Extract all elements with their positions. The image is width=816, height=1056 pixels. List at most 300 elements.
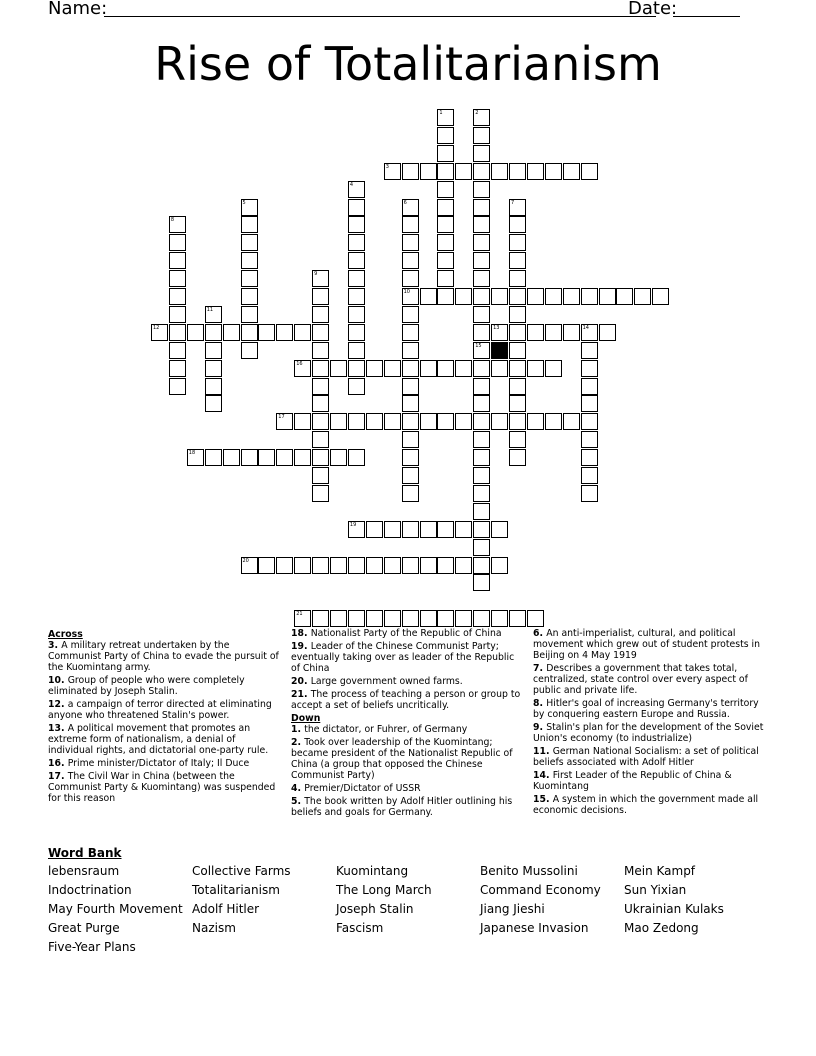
grid-cell[interactable]: [348, 610, 365, 627]
grid-cell[interactable]: [581, 360, 598, 377]
grid-cell[interactable]: [402, 360, 419, 377]
grid-cell[interactable]: [384, 557, 401, 574]
grid-cell[interactable]: [581, 342, 598, 359]
grid-cell[interactable]: [509, 378, 526, 395]
clue-number: 16: [296, 360, 303, 367]
grid-cell[interactable]: [581, 288, 598, 305]
down-clue: [533, 722, 771, 744]
grid-cell[interactable]: [169, 288, 186, 305]
grid-cell[interactable]: [473, 449, 490, 466]
grid-cell[interactable]: [437, 252, 454, 269]
grid-cell[interactable]: [473, 199, 490, 216]
word-bank-item: Kuomintang: [336, 864, 409, 878]
grid-cell[interactable]: [545, 288, 562, 305]
grid-cell[interactable]: [402, 413, 419, 430]
grid-cell[interactable]: [258, 449, 275, 466]
grid-cell[interactable]: [366, 557, 383, 574]
grid-cell[interactable]: [473, 252, 490, 269]
clue-number: 15.: [533, 794, 553, 805]
grid-cell[interactable]: [402, 342, 419, 359]
clues-column-1: [48, 628, 282, 806]
grid-cell[interactable]: [509, 163, 526, 180]
clue-number: 21: [296, 611, 303, 618]
grid-cell[interactable]: [330, 413, 347, 430]
grid-cell[interactable]: [491, 413, 508, 430]
grid-cell[interactable]: [330, 449, 347, 466]
grid-cell[interactable]: [312, 610, 329, 627]
grid-cell[interactable]: [420, 413, 437, 430]
word-bank-item: Mein Kampf: [624, 864, 696, 878]
grid-cell[interactable]: [473, 574, 490, 591]
grid-cell[interactable]: [455, 521, 472, 538]
grid-cell[interactable]: [402, 557, 419, 574]
clue-number: 16.: [48, 758, 68, 769]
across-clue: [291, 641, 523, 674]
grid-cell[interactable]: [384, 163, 401, 180]
grid-cell[interactable]: [348, 324, 365, 341]
grid-cell[interactable]: [330, 360, 347, 377]
grid-cell[interactable]: [169, 216, 186, 233]
grid-cell[interactable]: [402, 306, 419, 323]
grid-cell[interactable]: [473, 413, 490, 430]
grid-cell[interactable]: [294, 557, 311, 574]
grid-cell[interactable]: [437, 181, 454, 198]
grid-cell[interactable]: [455, 288, 472, 305]
clue-text: Group of people who were completely eliminated by Joseph Stalin.: [48, 675, 245, 697]
grid-cell[interactable]: [491, 360, 508, 377]
grid-cell[interactable]: [294, 413, 311, 430]
grid-cell[interactable]: [169, 270, 186, 287]
grid-cell[interactable]: [437, 557, 454, 574]
grid-cell[interactable]: [509, 449, 526, 466]
grid-cell[interactable]: [241, 270, 258, 287]
grid-cell[interactable]: [312, 360, 329, 377]
grid-cell[interactable]: [509, 252, 526, 269]
clue-text: the dictator, or Fuhrer, of Germany: [304, 724, 468, 735]
grid-cell[interactable]: [581, 378, 598, 395]
across-clue: [48, 675, 282, 697]
grid-cell[interactable]: [169, 360, 186, 377]
grid-cell[interactable]: [527, 163, 544, 180]
grid-cell[interactable]: [437, 288, 454, 305]
grid-cell[interactable]: [330, 610, 347, 627]
grid-cell[interactable]: [473, 145, 490, 162]
down-clue: [533, 770, 771, 792]
grid-cell[interactable]: [402, 216, 419, 233]
grid-cell[interactable]: [294, 360, 311, 377]
grid-cell[interactable]: [545, 163, 562, 180]
grid-cell[interactable]: [348, 199, 365, 216]
name-label: Name:: [48, 0, 108, 19]
grid-cell[interactable]: [169, 234, 186, 251]
word-bank-item: May Fourth Movement: [48, 902, 183, 916]
grid-cell[interactable]: [527, 610, 544, 627]
clue-number: 2.: [291, 737, 305, 748]
grid-cell[interactable]: [491, 521, 508, 538]
grid-cell[interactable]: [294, 324, 311, 341]
grid-cell[interactable]: [527, 324, 544, 341]
grid-cell[interactable]: [491, 610, 508, 627]
clue-number: 9.: [533, 722, 547, 733]
grid-cell[interactable]: [437, 163, 454, 180]
grid-cell[interactable]: [384, 413, 401, 430]
grid-cell[interactable]: [402, 521, 419, 538]
grid-cell[interactable]: [581, 431, 598, 448]
clue-number: 10.: [48, 675, 68, 686]
grid-cell[interactable]: [563, 288, 580, 305]
grid-cell[interactable]: [420, 610, 437, 627]
grid-cell[interactable]: [348, 234, 365, 251]
grid-cell[interactable]: [205, 378, 222, 395]
grid-cell[interactable]: [348, 270, 365, 287]
grid-cell[interactable]: [491, 288, 508, 305]
grid-cell[interactable]: [330, 557, 347, 574]
grid-cell[interactable]: [402, 449, 419, 466]
grid-cell[interactable]: [366, 413, 383, 430]
grid-cell[interactable]: [205, 395, 222, 412]
grid-cell[interactable]: [276, 449, 293, 466]
grid-cell[interactable]: [402, 163, 419, 180]
clue-number: 10: [403, 289, 410, 295]
grid-cell[interactable]: [599, 288, 616, 305]
clue-number: 14.: [533, 770, 553, 781]
grid-cell[interactable]: [366, 521, 383, 538]
grid-cell[interactable]: [312, 431, 329, 448]
clue-text: Premier/Dictator of USSR: [304, 783, 421, 794]
clue-number: 18.: [291, 628, 311, 639]
grid-cell[interactable]: [402, 485, 419, 502]
grid-cell[interactable]: [581, 449, 598, 466]
across-clue: [48, 699, 282, 721]
grid-cell[interactable]: [491, 163, 508, 180]
grid-cell[interactable]: [205, 449, 222, 466]
grid-cell[interactable]: [581, 163, 598, 180]
clue-number: 18: [188, 450, 196, 457]
clue-number: 7.: [533, 663, 547, 674]
grid-cell[interactable]: [241, 234, 258, 251]
grid-cell[interactable]: [312, 557, 329, 574]
clue-number: 9: [314, 271, 318, 278]
grid-cell[interactable]: [402, 431, 419, 448]
word-bank-item: Nazism: [192, 921, 236, 935]
grid-cell[interactable]: [312, 449, 329, 466]
across-heading: Across: [48, 629, 83, 640]
grid-cell[interactable]: [473, 360, 490, 377]
grid-cell[interactable]: [223, 324, 240, 341]
grid-cell[interactable]: [276, 413, 293, 430]
grid-cell[interactable]: [294, 449, 311, 466]
grid-cell[interactable]: [348, 216, 365, 233]
grid-cell[interactable]: [437, 521, 454, 538]
grid-cell[interactable]: [509, 216, 526, 233]
clue-number: 5.: [291, 796, 305, 807]
grid-cell[interactable]: [581, 467, 598, 484]
across-clue: [291, 676, 523, 687]
grid-cell[interactable]: [366, 360, 383, 377]
grid-cell[interactable]: [509, 288, 526, 305]
grid-cell[interactable]: [527, 288, 544, 305]
grid-cell[interactable]: [223, 449, 240, 466]
grid-cell[interactable]: [509, 199, 526, 216]
grid-cell[interactable]: [437, 145, 454, 162]
grid-cell[interactable]: [563, 413, 580, 430]
page-title: Rise of Totalitarianism: [154, 37, 662, 91]
grid-cell[interactable]: [581, 324, 598, 341]
grid-cell[interactable]: [437, 127, 454, 144]
grid-cell[interactable]: [348, 557, 365, 574]
grid-cell[interactable]: [169, 324, 186, 341]
grid-cell[interactable]: [473, 485, 490, 502]
grid-cell[interactable]: [509, 413, 526, 430]
grid-cell[interactable]: [312, 485, 329, 502]
word-bank-item: Japanese Invasion: [480, 921, 589, 935]
clue-number: 11: [206, 306, 214, 313]
grid-cell[interactable]: [420, 288, 437, 305]
grid-cell[interactable]: [169, 378, 186, 395]
grid-cell[interactable]: [420, 163, 437, 180]
grid-cell[interactable]: [473, 539, 490, 556]
grid-cell[interactable]: [402, 467, 419, 484]
clue-number: 20.: [291, 676, 311, 687]
grid-cell[interactable]: [455, 557, 472, 574]
grid-cell[interactable]: [509, 360, 526, 377]
grid-cell[interactable]: [402, 288, 419, 305]
grid-cell[interactable]: [420, 557, 437, 574]
grid-cell[interactable]: [509, 610, 526, 627]
grid-cell[interactable]: [473, 610, 490, 627]
grid-cell[interactable]: [545, 413, 562, 430]
grid-cell[interactable]: [384, 521, 401, 538]
grid-cell[interactable]: [491, 557, 508, 574]
grid-cell[interactable]: [634, 288, 651, 305]
grid-cell[interactable]: [652, 288, 669, 305]
grid-cell[interactable]: [384, 610, 401, 627]
grid-cell[interactable]: [563, 324, 580, 341]
grid-cell[interactable]: [420, 360, 437, 377]
grid-cell[interactable]: [205, 306, 222, 323]
grid-cell[interactable]: [455, 413, 472, 430]
grid-cell[interactable]: [241, 342, 258, 359]
clue-number: 1: [439, 110, 443, 116]
grid-cell[interactable]: [348, 521, 365, 538]
grid-cell[interactable]: [384, 360, 401, 377]
grid-cell[interactable]: [491, 324, 508, 341]
grid-cell[interactable]: [420, 521, 437, 538]
clue-text: Describes a government that takes total, centralized, state control over every aspect of public and private life.: [533, 663, 748, 696]
grid-cell[interactable]: [437, 360, 454, 377]
grid-cell[interactable]: [402, 395, 419, 412]
clue-text: An anti-imperialist, cultural, and political movement which grew out of student protests in Beijing on 4 May 1919: [533, 628, 760, 661]
across-clue: [48, 771, 282, 804]
clue-text: Nationalist Party of the Republic of China: [310, 628, 502, 639]
down-heading: Down: [291, 713, 321, 724]
grid-cell[interactable]: [348, 413, 365, 430]
grid-cell[interactable]: [312, 395, 329, 412]
word-bank-item: Ukrainian Kulaks: [624, 902, 724, 916]
grid-cell[interactable]: [581, 395, 598, 412]
grid-cell[interactable]: [258, 324, 275, 341]
grid-cell[interactable]: [241, 306, 258, 323]
grid-cell[interactable]: [473, 216, 490, 233]
clue-number: 13.: [48, 723, 68, 734]
grid-cell[interactable]: [509, 395, 526, 412]
grid-cell[interactable]: [473, 521, 490, 538]
grid-cell[interactable]: [455, 610, 472, 627]
grid-cell[interactable]: [455, 360, 472, 377]
grid-cell[interactable]: [509, 270, 526, 287]
down-clue: [533, 698, 771, 720]
grid-cell[interactable]: [509, 431, 526, 448]
grid-cell[interactable]: [205, 342, 222, 359]
grid-cell[interactable]: [402, 199, 419, 216]
grid-cell[interactable]: [205, 324, 222, 341]
grid-cell[interactable]: [473, 503, 490, 520]
grid-cell[interactable]: [294, 610, 311, 627]
grid-cell[interactable]: [348, 378, 365, 395]
grid-cell[interactable]: [348, 181, 365, 198]
grid-cell[interactable]: [473, 324, 490, 341]
grid-cell[interactable]: [473, 395, 490, 412]
grid-cell[interactable]: [276, 557, 293, 574]
across-clue: [291, 689, 523, 711]
clue-number: 12: [153, 324, 160, 331]
grid-cell[interactable]: [509, 234, 526, 251]
grid-cell[interactable]: [366, 610, 383, 627]
word-bank-item: Jiang Jieshi: [480, 902, 545, 916]
clue-text: A military retreat undertaken by the Communist Party of China to evade the pursuit of the Kuomintang army.: [48, 640, 279, 673]
grid-cell[interactable]: [473, 181, 490, 198]
down-clue: [533, 628, 771, 661]
clue-text: A system in which the government made all economic decisions.: [533, 794, 759, 816]
grid-cell[interactable]: [563, 163, 580, 180]
grid-cell[interactable]: [312, 342, 329, 359]
grid-cell[interactable]: [509, 306, 526, 323]
clues-column-2: [291, 628, 523, 820]
grid-cell[interactable]: [473, 467, 490, 484]
grid-cell[interactable]: [241, 216, 258, 233]
grid-cell[interactable]: [169, 252, 186, 269]
grid-cell[interactable]: [473, 270, 490, 287]
grid-cell[interactable]: [616, 288, 633, 305]
grid-cell[interactable]: [241, 252, 258, 269]
grid-cell[interactable]: [348, 360, 365, 377]
grid-cell[interactable]: [241, 557, 258, 574]
grid-cell[interactable]: [241, 449, 258, 466]
grid-cell[interactable]: [402, 234, 419, 251]
grid-cell[interactable]: [348, 288, 365, 305]
grid-cell[interactable]: [241, 324, 258, 341]
grid-cell[interactable]: [509, 324, 526, 341]
grid-cell[interactable]: [581, 485, 598, 502]
clue-number: 17.: [48, 771, 68, 782]
grid-cell[interactable]: [473, 342, 490, 359]
word-bank-item: Fascism: [336, 921, 384, 935]
grid-cell[interactable]: [437, 109, 454, 126]
grid-cell[interactable]: [258, 557, 275, 574]
grid-cell[interactable]: [312, 288, 329, 305]
grid-cell[interactable]: [473, 163, 490, 180]
clue-number: 2: [475, 110, 479, 116]
grid-cell[interactable]: [312, 270, 329, 287]
grid-cell[interactable]: [473, 288, 490, 305]
word-bank-item: Adolf Hitler: [192, 902, 260, 916]
clue-text: Stalin's plan for the development of the Soviet Union's economy (to industrialize): [533, 722, 764, 744]
clue-text: a campaign of terror directed at eliminating anyone who threatened Stalin's power.: [48, 699, 272, 721]
grid-cell[interactable]: [187, 449, 204, 466]
grid-cell[interactable]: [473, 306, 490, 323]
grid-cell[interactable]: [402, 270, 419, 287]
down-clue: [533, 746, 771, 768]
grid-cell[interactable]: [509, 342, 526, 359]
word-bank-item: Collective Farms: [192, 864, 291, 878]
clue-text: Took over leadership of the Kuomintang; became president of the Nationalist Republic of China (a group that opposed the Chinese Communist Party): [291, 737, 513, 781]
grid-cell[interactable]: [348, 449, 365, 466]
grid-cell[interactable]: [276, 324, 293, 341]
grid-cell[interactable]: [312, 467, 329, 484]
grid-cell[interactable]: [527, 360, 544, 377]
grid-cell[interactable]: [187, 324, 204, 341]
clue-number: 19.: [291, 641, 311, 652]
grid-cell[interactable]: [312, 324, 329, 341]
grid-cell[interactable]: [473, 378, 490, 395]
grid-cell[interactable]: [545, 360, 562, 377]
grid-cell[interactable]: [348, 342, 365, 359]
grid-cell[interactable]: [437, 270, 454, 287]
grid-cell[interactable]: [455, 163, 472, 180]
grid-cell[interactable]: [473, 234, 490, 251]
grid-cell[interactable]: [437, 216, 454, 233]
grid-cell[interactable]: [473, 109, 490, 126]
grid-cell[interactable]: [473, 557, 490, 574]
grid-cell[interactable]: [437, 610, 454, 627]
grid-cell[interactable]: [402, 324, 419, 341]
grid-cell[interactable]: [599, 324, 616, 341]
grid-cell[interactable]: [169, 306, 186, 323]
grid-cell[interactable]: [437, 199, 454, 216]
grid-cell[interactable]: [545, 324, 562, 341]
grid-cell[interactable]: [205, 360, 222, 377]
grid-cell[interactable]: [169, 342, 186, 359]
grid-cell[interactable]: [312, 413, 329, 430]
grid-cell[interactable]: [473, 127, 490, 144]
grid-cell[interactable]: [241, 199, 258, 216]
grid-cell[interactable]: [241, 288, 258, 305]
grid-cell[interactable]: [402, 252, 419, 269]
grid-cell[interactable]: [402, 610, 419, 627]
grid-cell[interactable]: [581, 413, 598, 430]
grid-cell[interactable]: [348, 252, 365, 269]
word-bank-item: The Long March: [336, 883, 432, 897]
clue-text: Leader of the Chinese Communist Party; eventually taking over as leader of the Republic of China: [291, 641, 515, 674]
grid-cell[interactable]: [312, 306, 329, 323]
grid-cell[interactable]: [437, 234, 454, 251]
grid-cell[interactable]: [151, 324, 168, 341]
grid-cell[interactable]: [402, 378, 419, 395]
word-bank-title: Word Bank: [48, 846, 122, 860]
clue-number: 8: [170, 217, 175, 224]
grid-cell[interactable]: [437, 413, 454, 430]
clue-number: 20: [242, 557, 249, 564]
clue-number: 15: [475, 342, 482, 349]
word-bank-item: Command Economy: [480, 883, 601, 897]
grid-cell[interactable]: [348, 306, 365, 323]
clue-number: 13: [493, 324, 500, 331]
grid-cell[interactable]: [312, 378, 329, 395]
clue-text: Prime minister/Dictator of Italy; Il Duce: [67, 758, 250, 769]
grid-cell[interactable]: [473, 431, 490, 448]
grid-cell[interactable]: [527, 413, 544, 430]
clue-text: The process of teaching a person or group to accept a set of beliefs uncritically.: [291, 689, 521, 711]
